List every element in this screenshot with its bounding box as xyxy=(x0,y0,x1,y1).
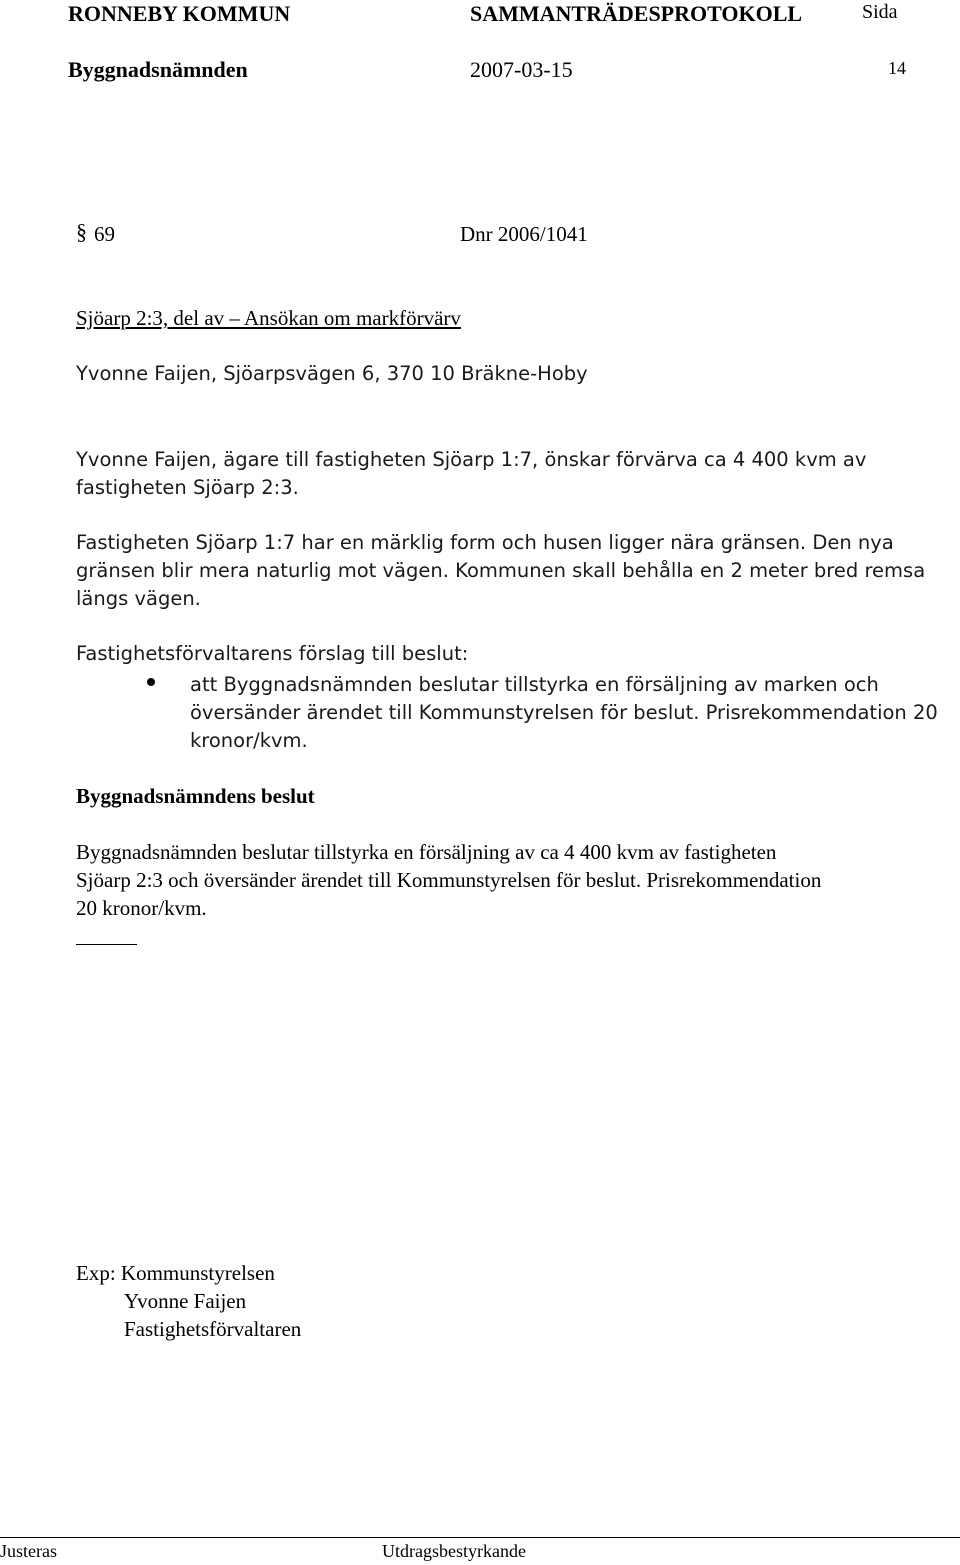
distribution-label: Exp: Kommunstyrelsen xyxy=(76,1261,275,1285)
bullet-dot-icon xyxy=(147,678,155,686)
para2-line1: Fastigheten Sjöarp 1:7 har en märklig form och husen ligger nära gränsen. Den nya xyxy=(76,531,894,554)
para2-line2: gränsen blir mera naturlig mot vägen. Kommunen skall behålla en 2 meter bred remsa xyxy=(76,559,926,582)
decision-line3: 20 kronor/kvm. xyxy=(76,896,207,920)
distribution-recipient-3: Fastighetsförvaltaren xyxy=(124,1317,302,1341)
dnr: Dnr 2006/1041 xyxy=(460,222,588,246)
header-page-label: Sida xyxy=(862,1,898,23)
bullet-line1: att Byggnadsnämnden beslutar tillstyrka en försäljning av marken och xyxy=(190,673,879,696)
bullet-line2: översänder ärendet till Kommunstyrelsen för beslut. Prisrekommendation 20 xyxy=(190,701,938,724)
end-rule xyxy=(76,944,137,945)
proposal-heading: Fastighetsförvaltarens förslag till beslut: xyxy=(76,642,469,665)
header-page-number: 14 xyxy=(888,58,906,78)
footer-divider xyxy=(0,1537,960,1538)
decision-heading: Byggnadsnämndens beslut xyxy=(76,784,315,808)
header-org: RONNEBY KOMMUN xyxy=(68,1,291,26)
section-number: 69 xyxy=(94,222,115,246)
header-doc-type: SAMMANTRÄDESPROTOKOLL xyxy=(470,1,803,26)
footer-justeras: Justeras xyxy=(0,1541,57,1561)
para2-line3: längs vägen. xyxy=(76,587,201,610)
case-title: Sjöarp 2:3, del av – Ansökan om markförvärv xyxy=(76,306,461,330)
bullet-line3: kronor/kvm. xyxy=(190,729,308,752)
section-symbol: § xyxy=(76,219,87,244)
header-committee: Byggnadsnämnden xyxy=(68,57,248,82)
header-date: 2007-03-15 xyxy=(470,57,573,82)
distribution-recipient-2: Yvonne Faijen xyxy=(124,1289,247,1313)
decision-line1: Byggnadsnämnden beslutar tillstyrka en försäljning av ca 4 400 kvm av fastigheten xyxy=(76,840,777,864)
para1-line1: Yvonne Faijen, ägare till fastigheten Sjöarp 1:7, önskar förvärva ca 4 400 kvm av xyxy=(76,448,867,471)
decision-line2: Sjöarp 2:3 och översänder ärendet till Kommunstyrelsen för beslut. Prisrekommendation xyxy=(76,868,822,892)
applicant: Yvonne Faijen, Sjöarpsvägen 6, 370 10 Bräkne-Hoby xyxy=(76,362,588,385)
para1-line2: fastigheten Sjöarp 2:3. xyxy=(76,476,299,499)
footer-utdragsbestyrkande: Utdragsbestyrkande xyxy=(382,1541,526,1561)
